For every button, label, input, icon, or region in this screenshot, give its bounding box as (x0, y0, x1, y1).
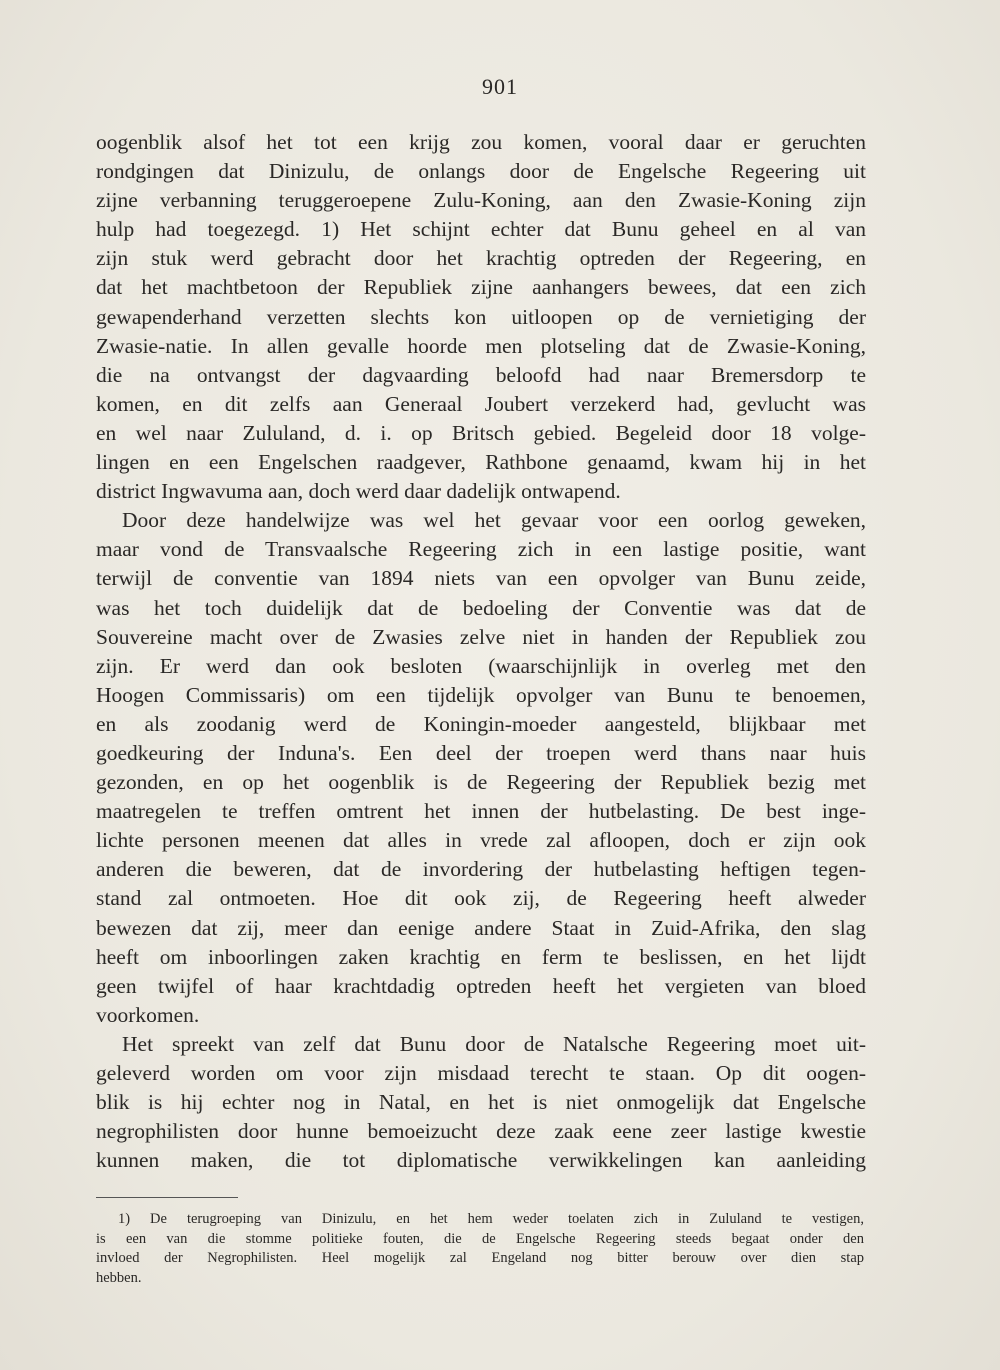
text-line: dat het machtbetoon der Republiek zijne aanhangers bewees, dat een zich (96, 275, 866, 300)
text-line: komen, en dit zelfs aan Generaal Joubert verzekerd had, gevlucht was (96, 391, 866, 416)
text-line: zijne verbanning teruggeroepene Zulu-Koning, aan den Zwasie-Koning zijn (96, 188, 866, 213)
page-number: 901 (482, 74, 518, 99)
footnotes (96, 1210, 864, 1288)
text-line: lingen en een Engelschen raadgever, Rathbone genaamd, kwam hij in het (96, 450, 866, 475)
text-line: was het toch duidelijk dat de bedoeling der Conventie was dat de (96, 595, 866, 620)
text-line: Souvereine macht over de Zwasies zelve niet in handen der Republiek zou (96, 624, 866, 649)
text-line: maatregelen te treffen omtrent het innen der hutbelasting. De best inge- (96, 799, 866, 824)
text-line: zijn. Er werd dan ook besloten (waarschijnlijk in overleg met den (96, 653, 866, 678)
text-line: voorkomen. (96, 1002, 200, 1027)
text-line: terwijl de conventie van 1894 niets van een opvolger van Bunu zeide, (96, 566, 866, 591)
text-line: heeft om inboorlingen zaken krachtig en ferm te beslissen, en het lijdt (96, 944, 866, 969)
text-line: bewezen dat zij, meer dan eenige andere Staat in Zuid-Afrika, den slag (96, 915, 866, 940)
text-line: lichte personen meenen dat alles in vrede zal afloopen, doch er zijn ook (96, 828, 866, 853)
text-line: anderen die beweren, dat de invordering der hutbelasting heftigen tegen- (96, 857, 866, 882)
text-line: zijn stuk werd gebracht door het krachtig optreden der Regeering, en (96, 246, 866, 271)
footnote-separator (96, 1197, 238, 1198)
text-line: en wel naar Zululand, d. i. op Britsch gebied. Begeleid door 18 volge- (96, 420, 866, 445)
text-line: die na ontvangst der dagvaarding beloofd had naar Bremersdorp te (96, 362, 866, 387)
text-line: oogenblik alsof het tot een krijg zou komen, vooral daar er geruchten (96, 130, 866, 154)
text-line: Het spreekt van zelf dat Bunu door de Natalsche Regeering moet uit- (122, 1031, 866, 1056)
footnote-line: hebben. (96, 1269, 142, 1286)
text-line: maar vond de Transvaalsche Regeering zich in een lastige positie, want (96, 537, 866, 562)
text-line: negrophilisten door hunne bemoeizucht deze zaak eene zeer lastige kwestie (96, 1119, 866, 1144)
text-line: blik is hij echter nog in Natal, en het is niet onmogelijk dat Engelsche (96, 1090, 866, 1115)
footnote-line: 1) De terugroeping van Dinizulu, en het hem weder toelaten zich in Zululand te vestigen, (118, 1211, 864, 1227)
text-line: Hoogen Commissaris) om een tijdelijk opvolger van Bunu te benoemen, (96, 682, 866, 707)
text-line: en als zoodanig werd de Koningin-moeder aangesteld, blijkbaar met (96, 711, 866, 736)
text-line: geen twijfel of haar krachtdadig optreden heeft het vergieten van bloed (96, 973, 866, 998)
text-line: Door deze handelwijze was wel het gevaar voor een oorlog geweken, (122, 508, 866, 533)
text-line: stand zal ontmoeten. Hoe dit ook zij, de Regeering heeft alweder (96, 886, 866, 911)
text-line: district Ingwavuma aan, doch werd daar dadelijk ontwapend. (96, 479, 621, 504)
text-line: goedkeuring der Induna's. Een deel der troepen werd thans naar huis (96, 740, 866, 765)
footnote-line: is een van die stomme politieke fouten, die de Engelsche Regeering steeds begaat onder den (96, 1230, 864, 1247)
text-line: Zwasie-natie. In allen gevalle hoorde men plotseling dat de Zwasie-Koning, (96, 333, 866, 358)
text-line: gezonden, en op het oogenblik is de Regeering der Republiek bezig met (96, 770, 866, 795)
text-line: rondgingen dat Dinizulu, de onlangs door de Engelsche Regeering uit (96, 159, 866, 184)
text-line: kunnen maken, die tot diplomatische verwikkelingen kan aanleiding (96, 1148, 866, 1173)
text-line: geleverd worden om voor zijn misdaad terecht te staan. Op dit oogen- (96, 1061, 866, 1085)
text-line: gewapenderhand verzetten slechts kon uitloopen op de vernietiging der (96, 304, 866, 329)
text-line: hulp had toegezegd. 1) Het schijnt echter dat Bunu geheel en al van (96, 217, 866, 242)
footnote-line: invloed der Negrophilisten. Heel mogelijk zal Engeland nog bitter berouw over dien stap (96, 1250, 864, 1266)
body-text (96, 128, 866, 1175)
